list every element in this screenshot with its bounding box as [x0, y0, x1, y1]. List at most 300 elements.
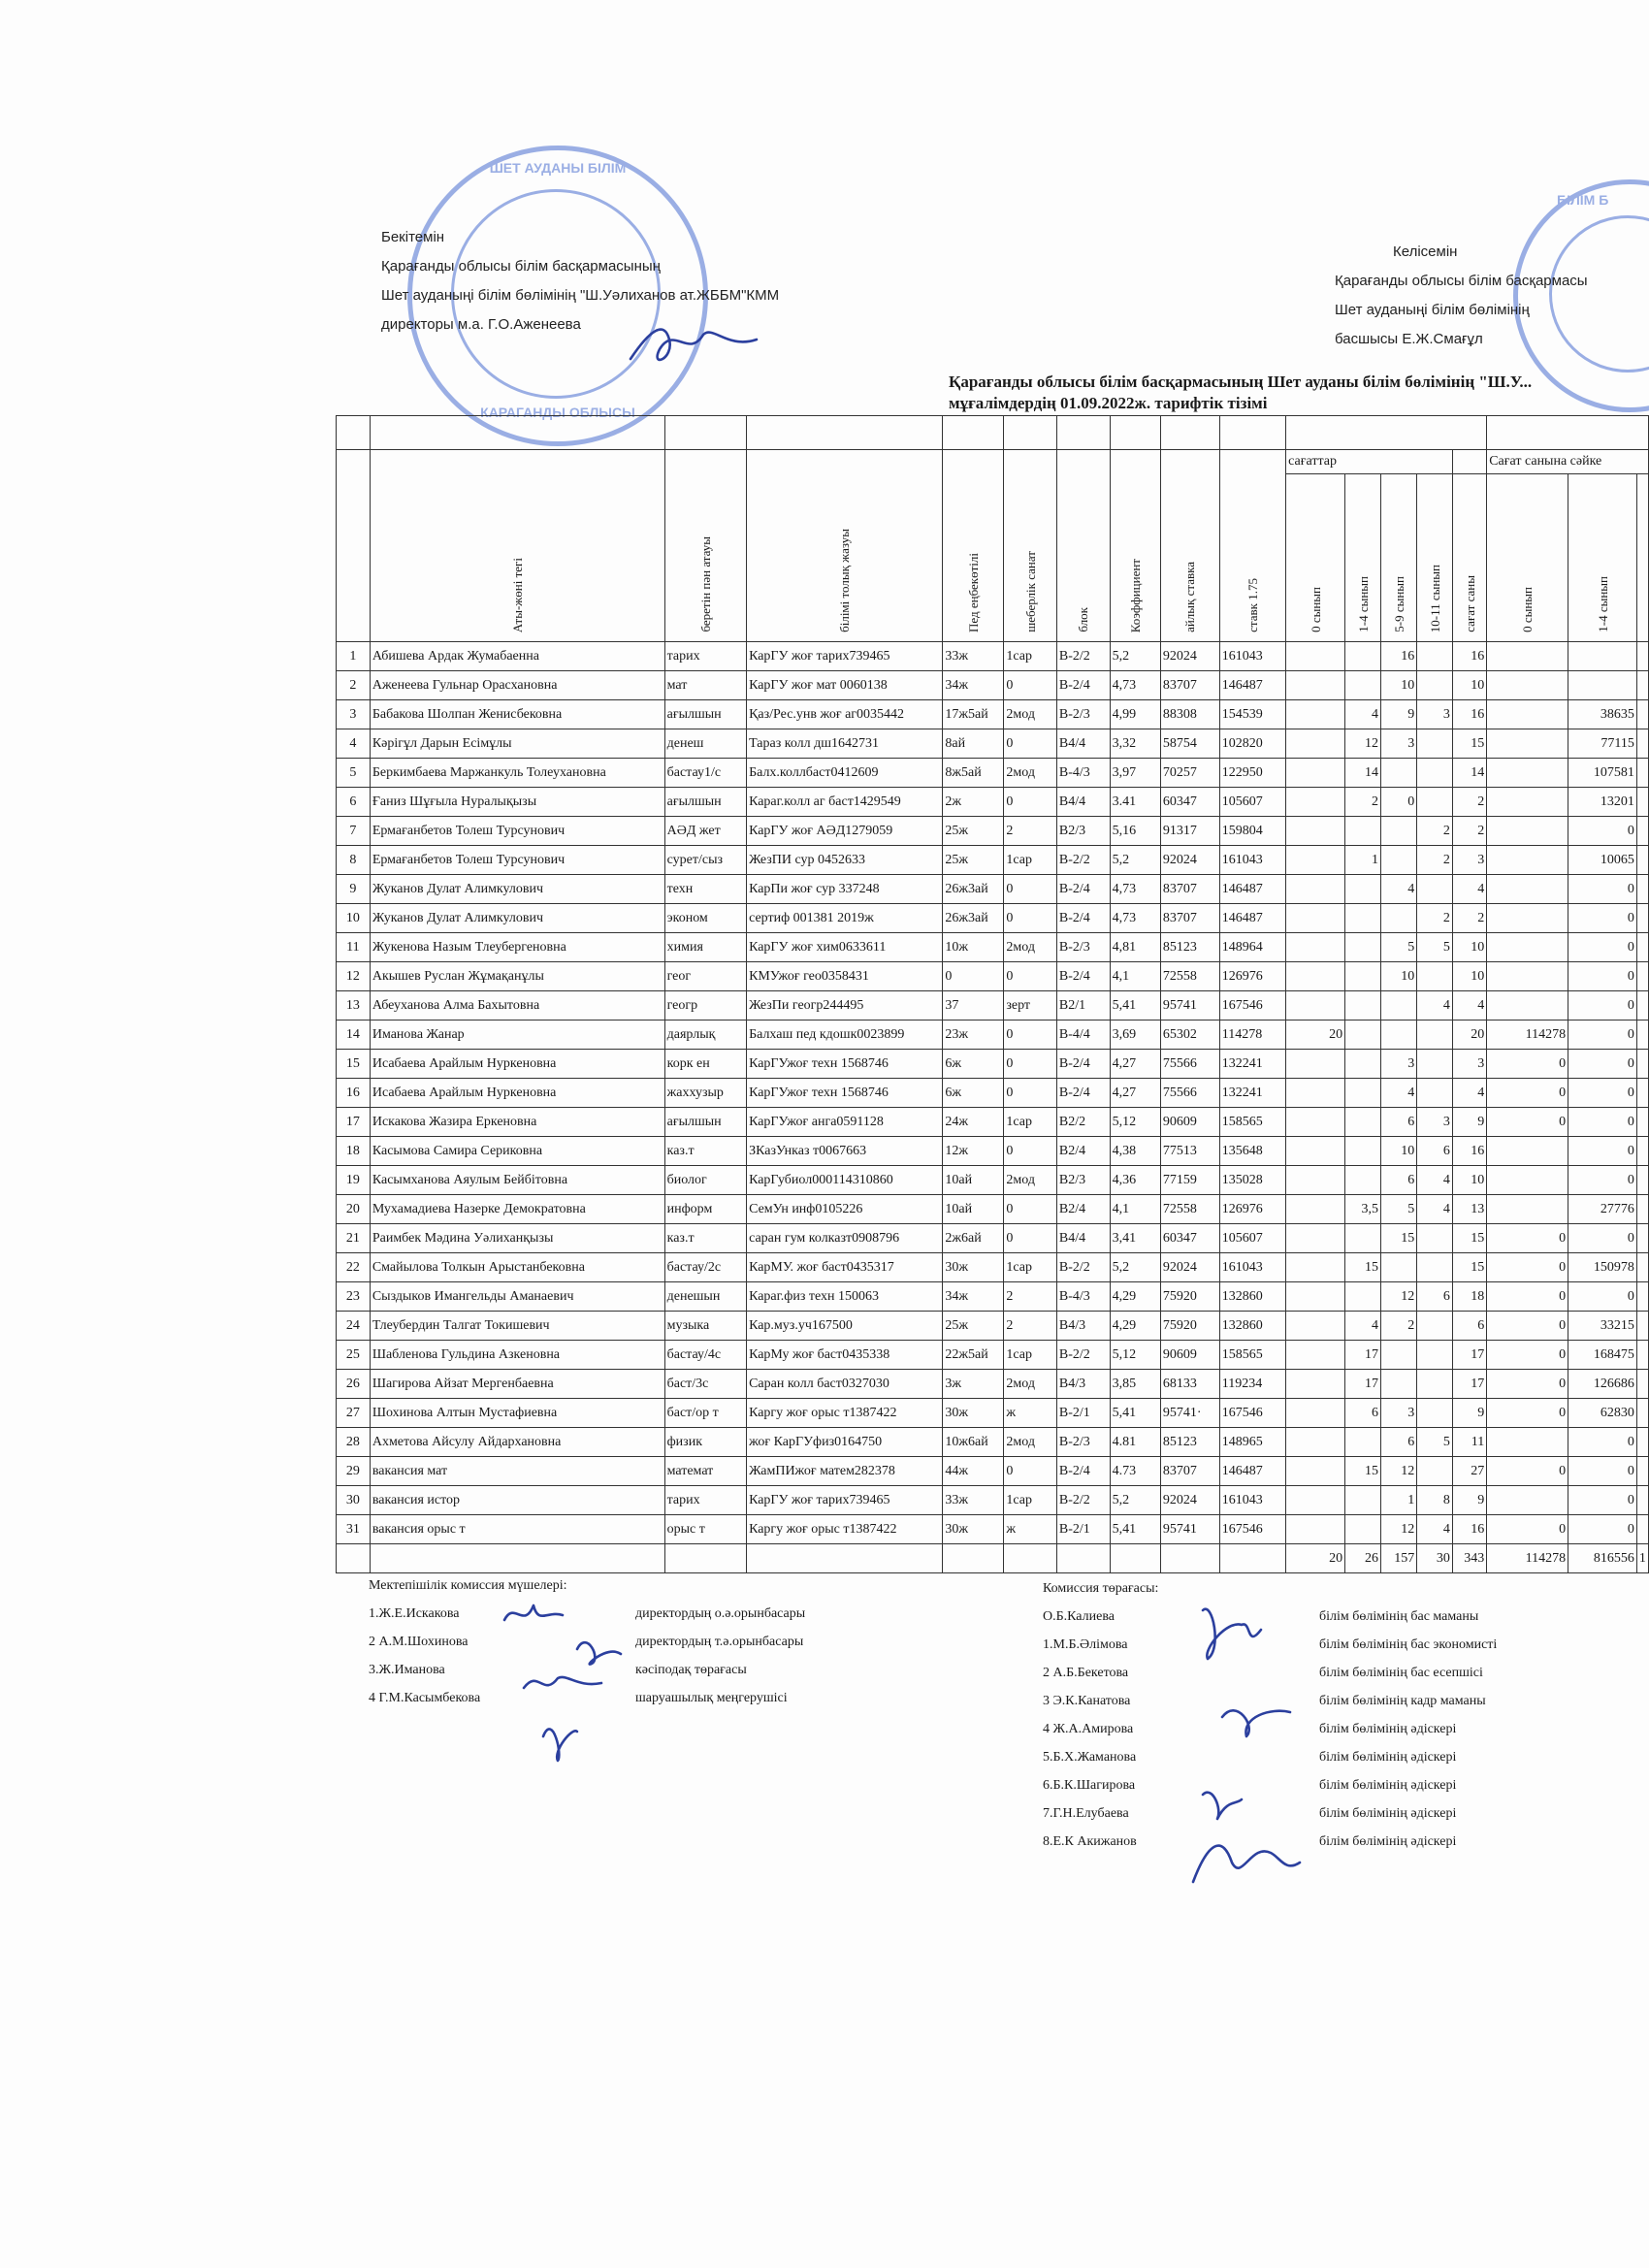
cell-h0 — [1286, 1166, 1345, 1195]
cell-edu: КарМУ. жоғ баст0435317 — [747, 1253, 943, 1282]
cell-h1011: 5 — [1417, 1428, 1453, 1457]
cell-h0 — [1286, 1312, 1345, 1341]
cell-s14: 38635 — [1568, 700, 1637, 729]
header-block: блок — [1056, 450, 1110, 642]
cell-no: 10 — [337, 904, 371, 933]
cell-no: 4 — [337, 729, 371, 759]
table-row — [337, 1195, 1649, 1224]
member-role: шаруашылық меңгерушісі — [635, 1691, 788, 1705]
cell-exp: 23ж — [943, 1021, 1004, 1050]
cell-edu: КарГУ жоғ мат 0060138 — [747, 671, 943, 700]
cell-salary: 88308 — [1160, 700, 1219, 729]
cell-total: 11 — [1452, 1428, 1486, 1457]
school-commission — [369, 1571, 912, 1712]
cell-h59 — [1381, 846, 1417, 875]
cell-extra — [1636, 1137, 1648, 1166]
cell-name: Абишева Ардак Жумабаенна — [370, 642, 664, 671]
cell-h59: 5 — [1381, 1195, 1417, 1224]
cell-s0: 0 — [1487, 1253, 1568, 1282]
cell-cat: ж — [1004, 1399, 1057, 1428]
table-row — [337, 1282, 1649, 1312]
cell-exp: 30ж — [943, 1515, 1004, 1544]
cell-h59: 4 — [1381, 875, 1417, 904]
cell-salary: 95741 — [1160, 991, 1219, 1021]
cell-h1011: 3 — [1417, 700, 1453, 729]
cell-h0 — [1286, 1137, 1345, 1166]
cell-total: 13 — [1452, 1195, 1486, 1224]
header-name: Аты-жөні тегі — [370, 450, 664, 642]
cell-exp: 10ж6ай — [943, 1428, 1004, 1457]
cell-name: Исабаева Арайлым Нуркеновна — [370, 1050, 664, 1079]
cell-h14 — [1345, 671, 1381, 700]
cell-coef: 4,1 — [1110, 1195, 1160, 1224]
cell-cat: 2мод — [1004, 933, 1057, 962]
cell-h0 — [1286, 788, 1345, 817]
cell-exp: 25ж — [943, 846, 1004, 875]
cell-extra — [1636, 1021, 1648, 1050]
cell-h14 — [1345, 1050, 1381, 1079]
cell-name: Ермағанбетов Толеш Турсунович — [370, 846, 664, 875]
cell-coef: 4,81 — [1110, 933, 1160, 962]
document-title — [949, 372, 1532, 414]
member-name: 4 Г.М.Касымбекова — [369, 1691, 481, 1705]
cell-h59: 3 — [1381, 729, 1417, 759]
cell-total: 27 — [1452, 1457, 1486, 1486]
cell-h1011 — [1417, 729, 1453, 759]
cell-salary: 75566 — [1160, 1079, 1219, 1108]
cell-no: 28 — [337, 1428, 371, 1457]
cell-subject: каз.т — [664, 1224, 746, 1253]
cell-cat: 0 — [1004, 962, 1057, 991]
cell-h1011 — [1417, 1399, 1453, 1428]
cell-h1011: 2 — [1417, 904, 1453, 933]
table-row — [337, 729, 1649, 759]
table-row — [337, 846, 1649, 875]
member-name: 4 Ж.А.Амирова — [1043, 1722, 1134, 1736]
header-h14: 1-4 сынып — [1345, 474, 1381, 642]
cell-exp: 8ж5ай — [943, 759, 1004, 788]
cell-salary: 60347 — [1160, 788, 1219, 817]
cell-block: В-2/2 — [1056, 846, 1110, 875]
commission-member — [1043, 1631, 1615, 1659]
cell-coef: 3.41 — [1110, 788, 1160, 817]
cell-total: 9 — [1452, 1399, 1486, 1428]
header-hours-total: сағат саны — [1452, 474, 1486, 642]
cell-cat: 2мод — [1004, 1428, 1057, 1457]
cell-coef: 4,73 — [1110, 671, 1160, 700]
cell-extra — [1636, 1050, 1648, 1079]
member-role: білім бөлімінің әдіскері — [1319, 1806, 1457, 1821]
cell-cat: ж — [1004, 1515, 1057, 1544]
header-blank-edu — [747, 416, 943, 450]
cell-stavka: 146487 — [1219, 1457, 1285, 1486]
cell-h1011 — [1417, 1312, 1453, 1341]
cell-cat: 2 — [1004, 817, 1057, 846]
cell-name: Раимбек Мәдина Уәлиханқызы — [370, 1224, 664, 1253]
cell-edu: КарГУжоғ анга0591128 — [747, 1108, 943, 1137]
totals-h1011: 30 — [1417, 1544, 1453, 1573]
cell-s0 — [1487, 962, 1568, 991]
cell-h59 — [1381, 1370, 1417, 1399]
cell-h14 — [1345, 933, 1381, 962]
cell-edu: жоғ КарГУфиз0164750 — [747, 1428, 943, 1457]
table-row — [337, 1108, 1649, 1137]
totals-hours: 343 — [1452, 1544, 1486, 1573]
cell-s0: 0 — [1487, 1515, 1568, 1544]
table-row — [337, 1370, 1649, 1399]
table-row — [337, 933, 1649, 962]
cell-salary: 75920 — [1160, 1312, 1219, 1341]
cell-edu: ЖамПИжоғ матем282378 — [747, 1457, 943, 1486]
cell-s14: 0 — [1568, 1457, 1637, 1486]
cell-exp: 10ай — [943, 1166, 1004, 1195]
cell-name: Иманова Жанар — [370, 1021, 664, 1050]
table-row — [337, 1137, 1649, 1166]
cell-subject: денешын — [664, 1282, 746, 1312]
cell-coef: 4,73 — [1110, 875, 1160, 904]
cell-h0 — [1286, 1457, 1345, 1486]
header-subject: беретін пән атауы — [664, 450, 746, 642]
cell-name: Шохинова Алтын Мустафиевна — [370, 1399, 664, 1428]
table-body — [337, 642, 1649, 1544]
cell-stavka: 105607 — [1219, 1224, 1285, 1253]
cell-s14: 0 — [1568, 962, 1637, 991]
cell-no: 18 — [337, 1137, 371, 1166]
cell-h0 — [1286, 1370, 1345, 1399]
cell-subject: физик — [664, 1428, 746, 1457]
cell-extra — [1636, 1166, 1648, 1195]
cell-h0 — [1286, 642, 1345, 671]
cell-h1011 — [1417, 1079, 1453, 1108]
cell-edu: КарМу жоғ баст0435338 — [747, 1341, 943, 1370]
member-name: 1.Ж.Е.Искакова — [369, 1606, 460, 1621]
cell-s14: 126686 — [1568, 1370, 1637, 1399]
cell-subject: техн — [664, 875, 746, 904]
cell-h14 — [1345, 1282, 1381, 1312]
cell-no: 1 — [337, 642, 371, 671]
cell-h59: 16 — [1381, 642, 1417, 671]
cell-s0: 114278 — [1487, 1021, 1568, 1050]
header-h59: 5-9 сынып — [1381, 474, 1417, 642]
commission-member — [369, 1600, 912, 1628]
cell-salary: 83707 — [1160, 904, 1219, 933]
cell-exp: 12ж — [943, 1137, 1004, 1166]
cell-h14: 4 — [1345, 1312, 1381, 1341]
cell-s0 — [1487, 846, 1568, 875]
cell-extra — [1636, 1428, 1648, 1457]
cell-h59: 10 — [1381, 1137, 1417, 1166]
cell-h1011: 2 — [1417, 846, 1453, 875]
header-blank-hours — [1286, 416, 1487, 450]
cell-h1011 — [1417, 788, 1453, 817]
cell-h59: 3 — [1381, 1050, 1417, 1079]
cell-h14: 4 — [1345, 700, 1381, 729]
header-salary: айлық ставка — [1160, 450, 1219, 642]
cell-salary: 91317 — [1160, 817, 1219, 846]
cell-s0 — [1487, 933, 1568, 962]
cell-subject: жаххузыр — [664, 1079, 746, 1108]
member-role: білім бөлімінің әдіскері — [1319, 1778, 1457, 1793]
approval-right-line4: басшысы Е.Ж.Смағұл — [1335, 331, 1483, 347]
cell-h14: 12 — [1345, 729, 1381, 759]
cell-h0 — [1286, 933, 1345, 962]
cell-h0 — [1286, 1515, 1345, 1544]
cell-name: Искакова Жазира Еркеновна — [370, 1108, 664, 1137]
member-name: О.Б.Калиева — [1043, 1609, 1115, 1624]
cell-name: Акышев Руслан Жұмақанұлы — [370, 962, 664, 991]
cell-h1011: 4 — [1417, 1515, 1453, 1544]
cell-subject: химия — [664, 933, 746, 962]
cell-edu: КарГУжоғ техн 1568746 — [747, 1079, 943, 1108]
cell-exp: 30ж — [943, 1399, 1004, 1428]
cell-block: В-2/2 — [1056, 1341, 1110, 1370]
cell-total: 6 — [1452, 1312, 1486, 1341]
cell-block: В-2/4 — [1056, 1079, 1110, 1108]
cell-cat: 0 — [1004, 1224, 1057, 1253]
cell-h59 — [1381, 759, 1417, 788]
cell-cat: 1сар — [1004, 1341, 1057, 1370]
cell-coef: 4,73 — [1110, 904, 1160, 933]
cell-h14 — [1345, 962, 1381, 991]
cell-stavka: 148964 — [1219, 933, 1285, 962]
cell-extra — [1636, 1486, 1648, 1515]
header-blank-no — [337, 416, 371, 450]
cell-h59 — [1381, 1341, 1417, 1370]
cell-coef: 5,2 — [1110, 642, 1160, 671]
cell-edu: Караг.колл аг баст1429549 — [747, 788, 943, 817]
table-row — [337, 671, 1649, 700]
cell-h59 — [1381, 817, 1417, 846]
cell-no: 17 — [337, 1108, 371, 1137]
table-row — [337, 1253, 1649, 1282]
cell-subject: каз.т — [664, 1137, 746, 1166]
member-name: 8.Е.К Акижанов — [1043, 1834, 1137, 1849]
member-role: білім бөлімінің кадр маманы — [1319, 1694, 1486, 1708]
cell-s14: 0 — [1568, 1282, 1637, 1312]
cell-h59: 2 — [1381, 1312, 1417, 1341]
cell-stavka: 146487 — [1219, 875, 1285, 904]
cell-s0 — [1487, 1195, 1568, 1224]
member-role: білім бөлімінің әдіскері — [1319, 1834, 1457, 1849]
cell-s0: 0 — [1487, 1457, 1568, 1486]
cell-s14: 0 — [1568, 1108, 1637, 1137]
cell-h1011 — [1417, 1224, 1453, 1253]
table-row — [337, 1399, 1649, 1428]
cell-h1011: 4 — [1417, 991, 1453, 1021]
cell-h0: 20 — [1286, 1021, 1345, 1050]
cell-no: 11 — [337, 933, 371, 962]
cell-h59 — [1381, 904, 1417, 933]
cell-block: В-2/1 — [1056, 1515, 1110, 1544]
cell-extra — [1636, 933, 1648, 962]
cell-salary: 83707 — [1160, 875, 1219, 904]
cell-subject: сурет/сыз — [664, 846, 746, 875]
cell-s0 — [1487, 788, 1568, 817]
cell-cat: 0 — [1004, 671, 1057, 700]
cell-no: 26 — [337, 1370, 371, 1399]
cell-stavka: 146487 — [1219, 904, 1285, 933]
cell-h1011: 3 — [1417, 1108, 1453, 1137]
cell-exp: 6ж — [943, 1050, 1004, 1079]
table-row — [337, 1341, 1649, 1370]
cell-h14 — [1345, 1486, 1381, 1515]
district-commission-signatures — [1164, 1591, 1319, 1901]
cell-h14 — [1345, 642, 1381, 671]
cell-block: В-2/3 — [1056, 1428, 1110, 1457]
cell-h0 — [1286, 904, 1345, 933]
cell-stavka: 167546 — [1219, 1515, 1285, 1544]
member-name: 3 Э.К.Канатова — [1043, 1694, 1131, 1708]
cell-s14: 0 — [1568, 904, 1637, 933]
cell-cat: 2 — [1004, 1312, 1057, 1341]
cell-h59: 9 — [1381, 700, 1417, 729]
cell-h1011 — [1417, 1253, 1453, 1282]
cell-exp: 25ж — [943, 1312, 1004, 1341]
cell-exp: 34ж — [943, 671, 1004, 700]
totals-no — [337, 1544, 371, 1573]
cell-subject: тарих — [664, 642, 746, 671]
cell-block: В4/4 — [1056, 1224, 1110, 1253]
cell-exp: 10ж — [943, 933, 1004, 962]
cell-block: В-4/3 — [1056, 1282, 1110, 1312]
cell-coef: 4,1 — [1110, 962, 1160, 991]
cell-s0 — [1487, 759, 1568, 788]
cell-s14: 62830 — [1568, 1399, 1637, 1428]
cell-salary: 58754 — [1160, 729, 1219, 759]
cell-name: Сыздыков Имангельды Аманаевич — [370, 1282, 664, 1312]
approval-left-line4: директоры м.а. Г.О.Аженеева — [381, 316, 581, 333]
cell-salary: 83707 — [1160, 1457, 1219, 1486]
cell-subject: баст/3с — [664, 1370, 746, 1399]
cell-stavka: 135028 — [1219, 1166, 1285, 1195]
totals-row — [337, 1544, 1649, 1573]
cell-total: 4 — [1452, 991, 1486, 1021]
cell-name: Касымова Самира Сериковна — [370, 1137, 664, 1166]
cell-subject: геог — [664, 962, 746, 991]
cell-total: 4 — [1452, 1079, 1486, 1108]
member-name: 2 А.М.Шохинова — [369, 1635, 469, 1649]
cell-block: В4/3 — [1056, 1370, 1110, 1399]
member-role: директордың т.ә.орынбасары — [635, 1635, 804, 1649]
cell-h0 — [1286, 817, 1345, 846]
cell-h14: 3,5 — [1345, 1195, 1381, 1224]
cell-h0 — [1286, 1108, 1345, 1137]
cell-edu: ЖезПи геогр244495 — [747, 991, 943, 1021]
table-row — [337, 1224, 1649, 1253]
approval-left-line1: Бекітемін — [381, 229, 445, 245]
commission-member — [369, 1628, 912, 1656]
cell-exp: 8ай — [943, 729, 1004, 759]
commission-member — [1043, 1828, 1615, 1856]
cell-no: 14 — [337, 1021, 371, 1050]
cell-total: 10 — [1452, 933, 1486, 962]
cell-edu: сертиф 001381 2019ж — [747, 904, 943, 933]
cell-h59 — [1381, 1253, 1417, 1282]
cell-edu: СемУн инф0105226 — [747, 1195, 943, 1224]
cell-total: 18 — [1452, 1282, 1486, 1312]
table-row — [337, 1021, 1649, 1050]
cell-h59: 12 — [1381, 1282, 1417, 1312]
cell-h14 — [1345, 991, 1381, 1021]
cell-h14 — [1345, 1515, 1381, 1544]
cell-coef: 4,27 — [1110, 1079, 1160, 1108]
cell-total: 10 — [1452, 671, 1486, 700]
cell-extra — [1636, 671, 1648, 700]
cell-total: 3 — [1452, 846, 1486, 875]
cell-h14 — [1345, 1108, 1381, 1137]
cell-h14: 6 — [1345, 1399, 1381, 1428]
title-line1: Қарағанды облысы білім басқармасының Шет ауданы білім бөлімінің "Ш.У... — [949, 373, 1533, 391]
cell-extra — [1636, 1108, 1648, 1137]
cell-block: В2/4 — [1056, 1195, 1110, 1224]
cell-total: 2 — [1452, 904, 1486, 933]
cell-s0: 0 — [1487, 1399, 1568, 1428]
cell-block: В-2/4 — [1056, 671, 1110, 700]
cell-no: 8 — [337, 846, 371, 875]
cell-edu: КМУжоғ гео0358431 — [747, 962, 943, 991]
cell-cat: 0 — [1004, 1195, 1057, 1224]
header-blank-block — [1056, 416, 1110, 450]
totals-edu — [747, 1544, 943, 1573]
cell-s0: 0 — [1487, 1224, 1568, 1253]
cell-total: 17 — [1452, 1370, 1486, 1399]
cell-s0: 0 — [1487, 1341, 1568, 1370]
commission-member — [369, 1656, 912, 1684]
cell-subject: мат — [664, 671, 746, 700]
header-experience: Пед еңбекөтілі — [943, 450, 1004, 642]
cell-salary: 72558 — [1160, 962, 1219, 991]
cell-total: 15 — [1452, 729, 1486, 759]
cell-h14 — [1345, 1166, 1381, 1195]
cell-block: В-2/2 — [1056, 1253, 1110, 1282]
cell-h59: 12 — [1381, 1515, 1417, 1544]
cell-cat: 1сар — [1004, 1486, 1057, 1515]
cell-total: 16 — [1452, 700, 1486, 729]
cell-stavka: 154539 — [1219, 700, 1285, 729]
cell-coef: 3,69 — [1110, 1021, 1160, 1050]
cell-exp: 22ж5ай — [943, 1341, 1004, 1370]
cell-block: В4/4 — [1056, 729, 1110, 759]
cell-s0 — [1487, 671, 1568, 700]
cell-s0 — [1487, 700, 1568, 729]
cell-s14: 168475 — [1568, 1341, 1637, 1370]
cell-h59: 6 — [1381, 1428, 1417, 1457]
cell-total: 16 — [1452, 642, 1486, 671]
cell-h0 — [1286, 1486, 1345, 1515]
cell-h0 — [1286, 1079, 1345, 1108]
table-row — [337, 759, 1649, 788]
cell-exp: 26ж3ай — [943, 904, 1004, 933]
cell-coef: 5,41 — [1110, 1399, 1160, 1428]
cell-no: 2 — [337, 671, 371, 700]
cell-h59: 5 — [1381, 933, 1417, 962]
totals-exp — [943, 1544, 1004, 1573]
cell-name: Шабленова Гульдина Азкеновна — [370, 1341, 664, 1370]
cell-edu: Каргу жоғ орыс т1387422 — [747, 1515, 943, 1544]
cell-no: 31 — [337, 1515, 371, 1544]
totals-s-next: 1 — [1636, 1544, 1648, 1573]
cell-no: 3 — [337, 700, 371, 729]
totals-h14: 26 — [1345, 1544, 1381, 1573]
cell-name: Абеуханова Алма Бахытовна — [370, 991, 664, 1021]
cell-no: 7 — [337, 817, 371, 846]
cell-h59: 15 — [1381, 1224, 1417, 1253]
cell-total: 9 — [1452, 1108, 1486, 1137]
cell-h0 — [1286, 962, 1345, 991]
cell-extra — [1636, 642, 1648, 671]
cell-subject: геогр — [664, 991, 746, 1021]
cell-h0 — [1286, 1341, 1345, 1370]
